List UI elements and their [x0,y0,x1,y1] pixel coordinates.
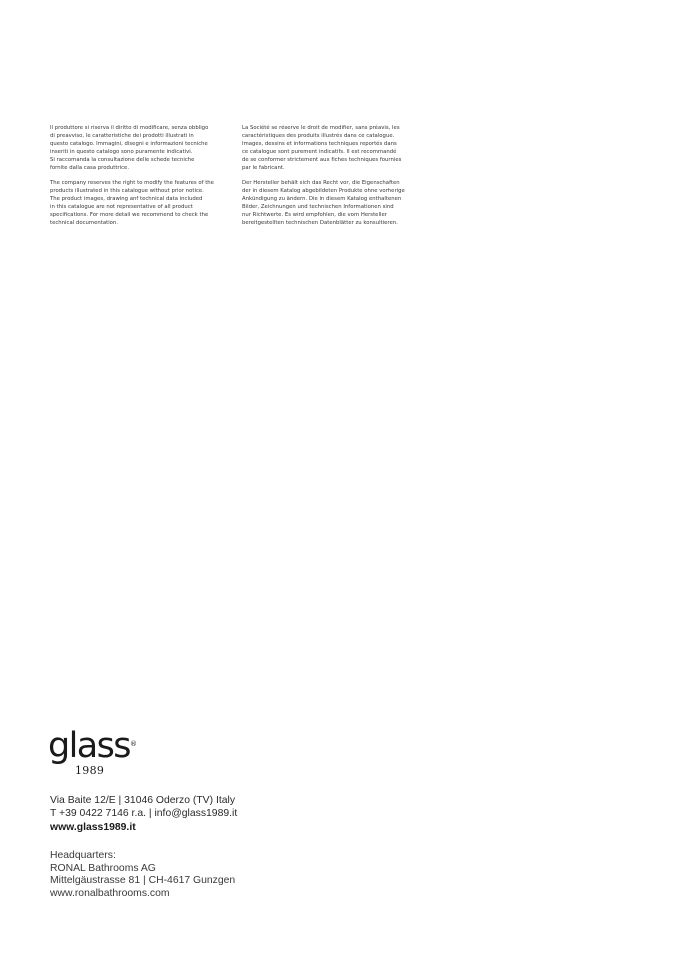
disclaimer-french: La Société se réserve le droit de modifier, sans préavis, les caractéristiques des produits illustrés dans ce catalogue. Images, dessins et informations techniques reportés dans ce catalogue sont purement indicatifs. Il est recommandé de se conformer strictement aux fiches techniques fournies par le fabricant. [242,125,402,171]
headquarters-block [50,850,350,900]
headquarters-label: Headquarters: [50,850,116,861]
registered-mark: ® [130,740,137,748]
company-website: www.glass1989.it [50,822,136,834]
glass-1989-logo [48,728,138,784]
phone-email: T +39 0422 7146 r.a. | info@glass1989.it [50,807,238,819]
disclaimer-column-left [50,124,232,234]
disclaimer-italian: Il produttore si riserva il diritto di modificare, senza obbligo di preavviso, le caratteristiche dei prodotti illustrati in questo catalogo. Immagini, disegni e informazioni tecniche inseriti in questo catalogo sono puramente indicativi. Si raccomanda la consultazione delle schede tecniche fornite dalla casa produttrice. [50,125,209,171]
logo-year: 1989 [75,764,105,777]
disclaimer-german: Der Hersteller behält sich das Recht vor, die Eigenschaften der in diesem Katalog abgebildeten Produkte ohne vorherige Ankündigung zu ändern. Die in diesem Katalog enthaltenen Bilder, Zeichnungen und technischen Informationen sind nur Richtwerte. Es wird empfohlen, die vom Hersteller bereitgestellten technischen Datenblätter zu konsultieren. [242,180,405,226]
headquarters-website: www.ronalbathrooms.com [50,887,170,899]
disclaimer-column-right [242,124,426,234]
headquarters-company: RONAL Bathrooms AG [50,862,156,874]
headquarters-address: Mittelgäustrasse 81 | CH-4617 Gunzgen [50,875,236,887]
disclaimer-english: The company reserves the right to modify the features of the products illustrated in this catalogue without prior notice. The product images, drawing anf technical data included in this catalogue are not representative of all product specifications. For more detail we recommend to check the technical documentation. [50,180,214,226]
logo-wordmark: glass [48,726,130,766]
company-address: Via Baite 12/E | 31046 Oderzo (TV) Italy [50,795,236,806]
contact-block [50,795,350,835]
